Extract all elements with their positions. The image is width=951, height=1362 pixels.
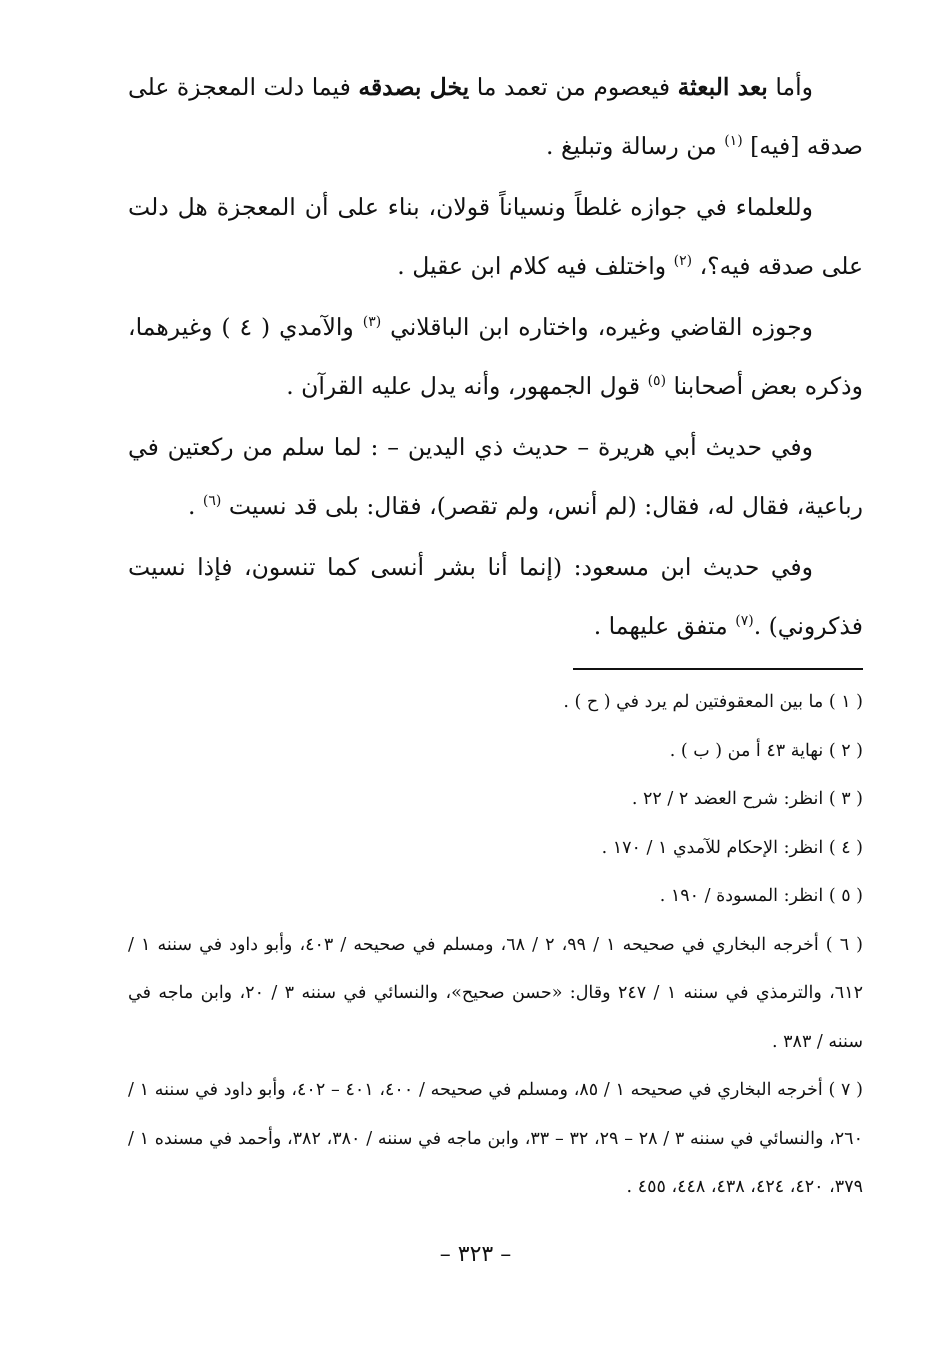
footnote-text: انظر: الإحكام للآمدي ١ / ١٧٠ . (601, 837, 824, 858)
segment: وجوزه القاضي وغيره، واختاره ابن الباقلاني (381, 313, 813, 341)
footnote (128, 1066, 863, 1212)
footnote-text: ما بين المعقوفتين لم يرد في ( ح ) . (563, 692, 824, 712)
segment: متفق عليهما . (593, 612, 736, 640)
footnote-ref: (٢) (673, 253, 693, 270)
bold-segment: يخل بصدقه (358, 73, 470, 101)
segment: فيما دلت المعجزة على صدقه [فيه] (128, 73, 863, 160)
footnote-number: ( ١ ) (828, 692, 863, 712)
footnote-ref: (٧) (735, 613, 754, 630)
footnote-ref: (٥) (647, 373, 667, 390)
footnote-number: ( ٦ ) (825, 934, 863, 955)
paragraph (128, 298, 863, 416)
segment: قول الجمهور، وأنه يدل عليه القرآن . (286, 372, 648, 400)
footnote-ref: (١) (724, 133, 743, 150)
paragraph (128, 58, 863, 176)
segment: من رسالة وتبليغ . (546, 132, 725, 160)
footnote (128, 872, 863, 921)
footnote-separator (573, 668, 863, 670)
footnotes (128, 678, 863, 1212)
footnote (128, 921, 863, 1067)
footnote-text: أخرجه البخاري في صحيحه ١ / ٩٩، ٢ / ٦٨، ومسلم في صحيحه / ٤٠٣، وأبو داود في سننه ١ / ٦١٢، والترمذي في سننه ١ / ٢٤٧ وقال: «حسن صحيح»، والنسائي في سننه ٣ / ٢٠، وابن ماجه في سننه / ٣٨٣ . (128, 934, 863, 1052)
segment: وأما (767, 73, 813, 101)
main-text (128, 58, 863, 656)
footnote (128, 775, 863, 824)
footnote-ref: (٣) (362, 314, 382, 331)
footnote-text: انظر: المسودة / ١٩٠ . (659, 886, 824, 906)
footnote-number: ( ٥ ) (828, 886, 863, 906)
footnote-number: ( ٣ ) (828, 789, 863, 809)
bold-segment: بعد البعثة (677, 73, 768, 101)
footnote-number: ( ٤ ) (828, 837, 863, 858)
footnote-ref: (٦) (202, 493, 222, 510)
page-number: – ٣٢٣ – (439, 1242, 512, 1267)
segment: وللعلماء في جوازه غلطاً ونسياناً قولان، بناء على أن المعجزة هل دلت على صدقه فيه؟، (128, 193, 863, 280)
footnote-text: نهاية ٤٣ أ من ( ب ) . (669, 740, 824, 761)
footnote (128, 824, 863, 873)
segment: واختلف فيه كلام ابن عقيل . (397, 252, 674, 280)
segment: . (187, 492, 203, 520)
segment: وفي حديث أبي هريرة – حديث ذي اليدين – : لما سلم من ركعتين في رباعية، فقال له، فقال: (لم أنس، ولم تقصر)، فقال: بلى قد نسيت (128, 433, 863, 520)
page-body (128, 58, 863, 1212)
footnote-number: ( ٢ ) (828, 740, 863, 761)
segment: والآمدي ( ٤ ) وغيرهما، وذكره بعض أصحابنا (128, 313, 863, 400)
paragraph (128, 178, 863, 296)
footnote-text: انظر: شرح العضد ٢ / ٢٢ . (631, 789, 824, 809)
footnote-number: ( ٧ ) (828, 1080, 863, 1100)
footnote-text: أخرجه البخاري في صحيحه ١ / ٨٥، ومسلم في صحيحه / ٤٠٠، ٤٠١ – ٤٠٢، وأبو داود في سننه ١ / ٢٦٠، والنسائي في سننه ٣ / ٢٨ – ٢٩، ٣٢ – ٣٣، وابن ماجه في سننه / ٣٨٠، ٣٨٢، وأحمد في مسنده ١ / ٣٧٩، ٤٢٠، ٤٢٤، ٤٣٨، ٤٤٨، ٤٥٥ . (128, 1080, 863, 1197)
segment: فيعصوم من تعمد ما (469, 73, 678, 101)
paragraph (128, 418, 863, 536)
paragraph (128, 538, 863, 656)
footnote (128, 727, 863, 776)
footnote (128, 678, 863, 727)
segment: وفي حديث ابن مسعود: (إنما أنا بشر أنسى كما تنسون، فإذا نسيت فذكروني) . (128, 553, 863, 640)
